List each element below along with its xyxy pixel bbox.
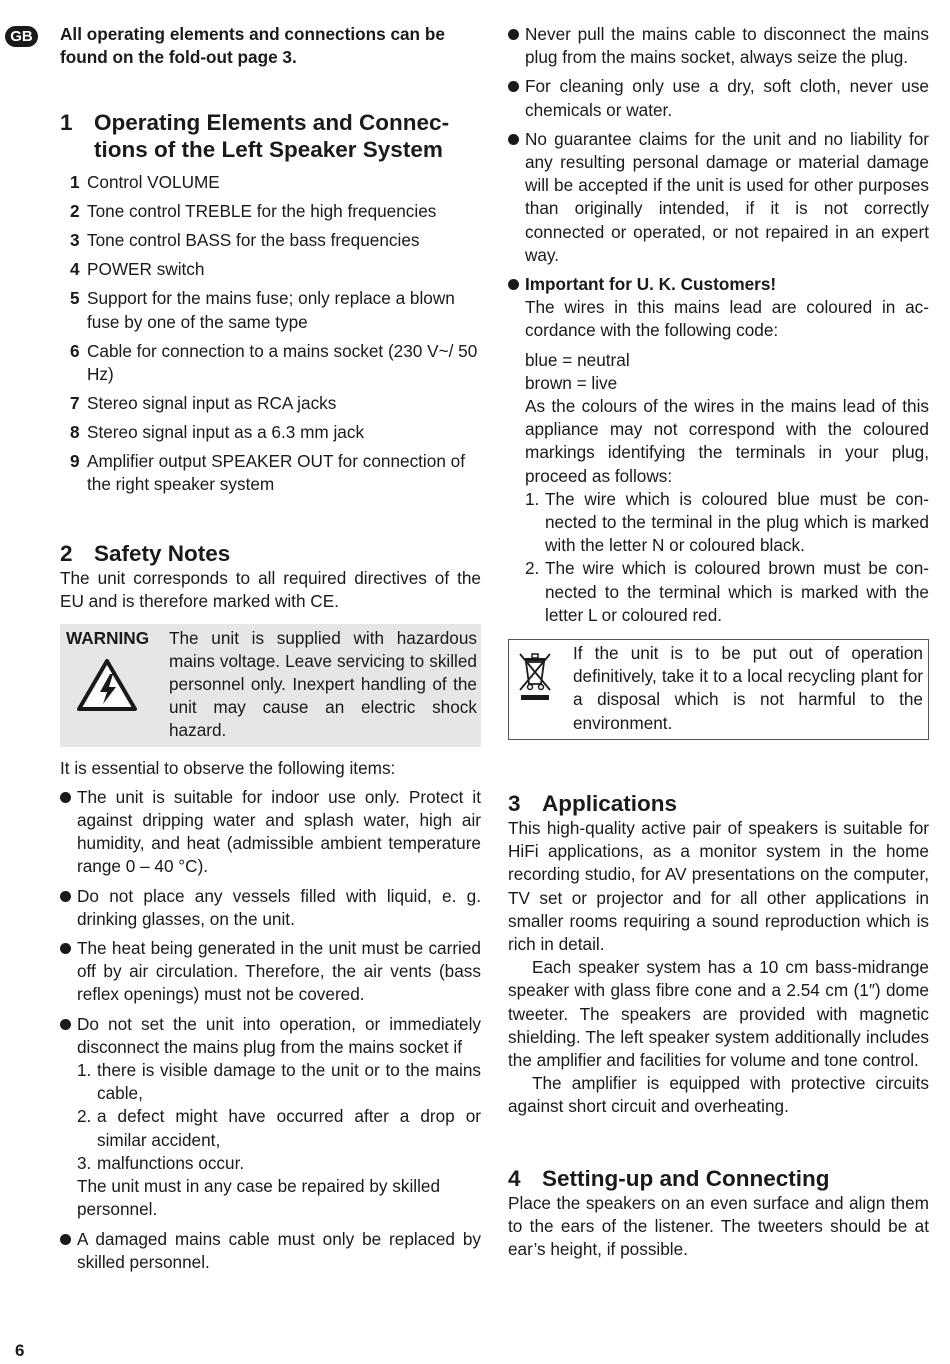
uk-title: Important for U. K. Customers!	[525, 274, 777, 295]
list-item: 6 Cable for connection to a mains socket (230 V~/ 50 Hz)	[70, 340, 478, 384]
applications-paragraph: Each speaker system has a 10 cm bass-midrange speaker with glass fibre cone and a 2.54 cm (1″) dome tweeter. The speakers are provided with magnetic shielding. The left speaker system additionally includes the amplifier and facilities for volume and tone control.	[508, 957, 929, 1070]
bullet-icon	[60, 891, 71, 902]
bullet-icon	[60, 1234, 71, 1245]
list-item: No guarantee claims for the unit and no liability for any resulting personal damage or material damage will be accepted if the unit is used for other purposes than originally intended, if it is not correctly connected or operated, or not repaired in an expert way.	[508, 128, 929, 267]
list-item: Do not place any vessels filled with liquid, e. g. drinking glasses, on the unit.	[60, 885, 481, 931]
list-item: 7 Stereo signal input as RCA jacks	[70, 392, 337, 413]
crossed-bin-icon	[515, 650, 555, 702]
bullet-icon	[508, 279, 519, 290]
sub-item: 3. malfunctions occur.	[77, 1152, 245, 1173]
observe-text: It is essential to observe the following items:	[60, 757, 396, 778]
list-item: 4 POWER switch	[70, 259, 205, 280]
sub-item: 1. there is visible damage to the unit or to the mains cable,	[77, 1060, 481, 1104]
language-badge: GB	[5, 26, 38, 47]
list-item: The heat being generated in the unit must be carried off by air circulation. Therefore, the air vents (bass reflex openings) must not be covered.	[60, 937, 481, 1007]
left-column	[60, 23, 481, 1280]
applications-paragraph: The amplifier is equipped with protective circuits against short circuit and overheating.	[508, 1073, 929, 1117]
section-4-heading	[508, 1165, 929, 1192]
list-item: 5 Support for the mains fuse; only replace a blown fuse by one of the same type	[70, 288, 455, 332]
section-number: 3	[508, 790, 521, 816]
ce-paragraph: The unit corresponds to all required directives of the EU and is therefore marked with CE.	[60, 568, 481, 612]
operating-elements-list	[60, 171, 481, 496]
list-item: The unit is suitable for indoor use only. Protect it against dripping water and splash water, high air humidity, and heat (admissible ambient temperature range 0 – 40 °C).	[60, 786, 481, 879]
section-title: Operating Elements and Connections of the Left Speaker System	[94, 110, 450, 163]
bullet-icon	[60, 943, 71, 954]
recycling-text: If the unit is to be put out of operation definitively, take it to a local recycling plant for a disposal which is not harmful to the environment.	[573, 643, 923, 733]
recycling-box	[508, 639, 929, 740]
warning-box	[60, 624, 481, 747]
section-2-heading	[60, 540, 481, 567]
list-item: Do not set the unit into operation, or immediately disconnect the mains plug from the mains socket if 1. there is visible damage to the unit or to the mains cable, 2. a defect might have occurred after a drop or similar accident, 3. malfunctions occur. The unit must in any case be repaired by skilled personnel.	[60, 1013, 481, 1222]
list-item: For cleaning only use a dry, soft cloth, never use chemicals or water.	[508, 75, 929, 121]
warning-label-block	[66, 627, 169, 743]
list-item: 9 Amplifier output SPEAKER OUT for connection of the right speaker system	[70, 450, 465, 495]
section-title: Applications	[542, 790, 678, 816]
safety-bullets	[60, 786, 481, 1274]
section-number: 1	[60, 110, 73, 136]
intro-note: All operating elements and connections can be found on the fold-out page 3.	[60, 24, 445, 68]
sub-item: 2. The wire which is coloured brown must be connected to the terminal which is marked with the letter L or coloured red.	[525, 558, 929, 625]
section-3-heading	[508, 790, 929, 817]
ce-mark: CE.	[310, 591, 339, 612]
bullet-icon	[508, 134, 519, 145]
sub-list	[525, 488, 929, 627]
list-item: Never pull the mains cable to disconnect the mains plug from the mains socket, always seize the plug.	[508, 23, 929, 69]
section-1-heading	[60, 109, 481, 163]
applications-paragraph: This high-quality active pair of speakers is suitable for HiFi applications, as a monitor system in the home recording studio, for AV presentations on the computer, TV set or projector and for all other applications in smaller rooms requiring a sound reproduction which is rich in detail.	[508, 817, 929, 954]
sub-item: 2. a defect might have occurred after a drop or similar accident,	[77, 1106, 481, 1150]
bullet-icon	[60, 792, 71, 803]
sub-list	[77, 1059, 481, 1175]
list-item: A damaged mains cable must only be replaced by skilled personnel.	[60, 1228, 481, 1274]
warning-text: The unit is supplied with hazardous mains voltage. Leave servicing to skilled personnel only. Inexpert handling of the unit may cause an electric shock hazard.	[169, 627, 477, 741]
bullet-icon	[60, 1019, 71, 1030]
sub-item: 1. The wire which is coloured blue must be connected to the terminal in the plug which is marked with the letter N or coloured black.	[525, 488, 929, 556]
section-title: Safety Notes	[94, 541, 231, 567]
page-number: 6	[15, 1341, 25, 1360]
section-number: 2	[60, 541, 73, 567]
bullet-icon	[508, 81, 519, 92]
warning-label: WARNING	[66, 627, 150, 648]
section-number: 4	[508, 1165, 521, 1191]
right-column	[508, 23, 929, 1261]
bullet-icon	[508, 29, 519, 40]
list-item: 1 Control VOLUME	[70, 172, 220, 193]
section-title: Setting-up and Connecting	[542, 1165, 830, 1191]
list-item: 2 Tone control TREBLE for the high frequencies	[70, 201, 437, 222]
list-item: Important for U. K. Customers! The wires in this mains lead are coloured in accordance with the following code: blue = neutral brown = live As the colours of the wires in the mains lead of this appliance may not correspond with the coloured markings identifying the terminals in your plug, proceed as follows: 1. The wire which is coloured blue must be connected to the terminal in the plug which is marked with the letter N or coloured black. 2. The wire which is coloured brown must be connected to the terminal which is marked with the letter L or coloured red.	[508, 273, 929, 627]
list-item: 3 Tone control BASS for the bass frequencies	[70, 230, 420, 251]
electric-hazard-icon	[76, 658, 138, 712]
list-item: 8 Stereo signal input as a 6.3 mm jack	[70, 421, 365, 442]
setup-paragraph: Place the speakers on an even surface and align them to the ears of the listener. The tweeters should be at ear’s height, if possible.	[508, 1192, 929, 1259]
safety-bullets-continued	[508, 23, 929, 627]
